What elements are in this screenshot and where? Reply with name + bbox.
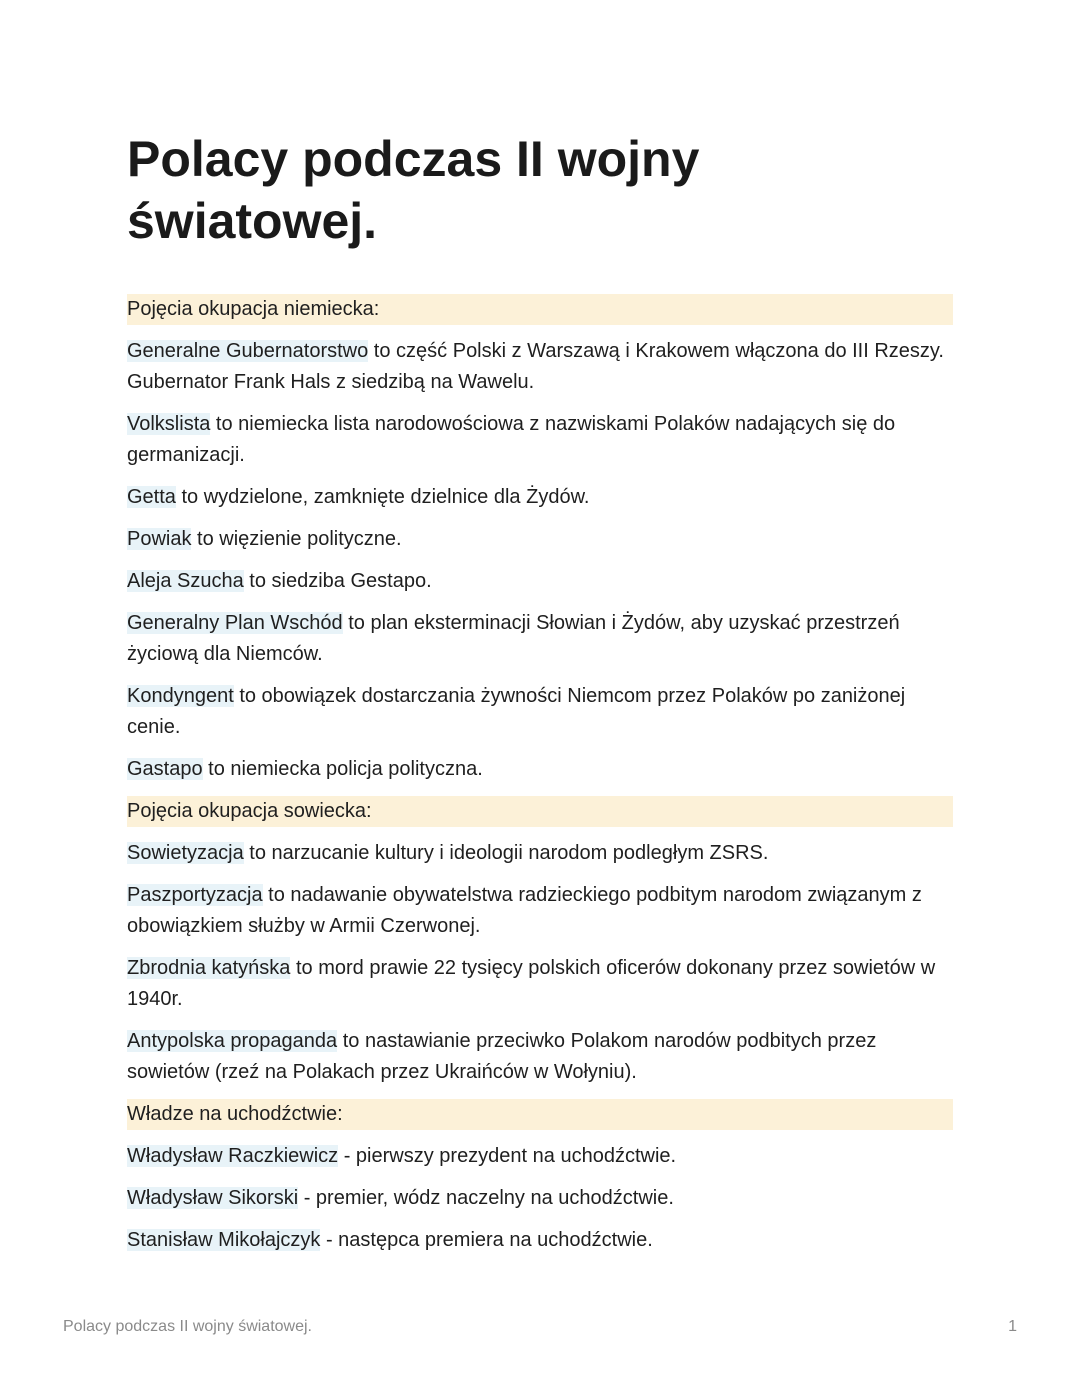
term: Zbrodnia katyńska: [127, 957, 291, 979]
list-item: [127, 953, 953, 1015]
section-heading: Władze na uchodźctwie:: [127, 1099, 953, 1130]
term: Sowietyzacja: [127, 842, 244, 864]
sections-container: [127, 294, 953, 1256]
section-heading: Pojęcia okupacja niemiecka:: [127, 294, 953, 325]
list-item: [127, 1225, 953, 1256]
list-item: [127, 608, 953, 670]
definition: to plan eksterminacji Słowian i Żydów, aby uzyskać przestrzeń życiową dla Niemców.: [127, 612, 900, 665]
term: Stanisław Mikołajczyk: [127, 1229, 321, 1251]
list-item: [127, 524, 953, 555]
definition: to siedziba Gestapo.: [243, 570, 432, 592]
section-okupacja-niemiecka: [127, 294, 953, 785]
term: Kondyngent: [127, 685, 234, 707]
list-item: [127, 681, 953, 743]
definition: to niemiecka policja polityczna.: [202, 758, 483, 780]
definition: to nadawanie obywatelstwa radzieckiego podbitym narodom związanym z obowiązkiem służby w Armii Czerwonej.: [127, 884, 922, 937]
term: Generalne Gubernatorstwo: [127, 340, 369, 362]
list-item: [127, 754, 953, 785]
page-title: Polacy podczas II wojny światowej.: [127, 131, 700, 249]
list-item: [127, 482, 953, 513]
definition: to obowiązek dostarczania żywności Niemcom przez Polaków po zaniżonej cenie.: [127, 685, 906, 738]
section-wladze-na-uchodzctwie: [127, 1099, 953, 1256]
document-body: [127, 128, 953, 1267]
definition: to więzienie polityczne.: [191, 528, 402, 550]
term: Getta: [127, 486, 176, 508]
term: Generalny Plan Wschód: [127, 612, 343, 634]
list-item: [127, 566, 953, 597]
term: Volkslista: [127, 413, 211, 435]
footer-document-title: Polacy podczas II wojny światowej.: [63, 1318, 312, 1335]
definition: to mord prawie 22 tysięcy polskich oficerów dokonany przez sowietów w 1940r.: [127, 957, 936, 1010]
term: Powiak: [127, 528, 192, 550]
list-item: [127, 1141, 953, 1172]
list-item: [127, 336, 953, 398]
definition: - następca premiera na uchodźctwie.: [320, 1229, 653, 1251]
definition: to nastawianie przeciwko Polakom narodów podbitych przez sowietów (rzeź na Polakach przez Ukraińców w Wołyniu).: [127, 1030, 877, 1083]
definition: - pierwszy prezydent na uchodźctwie.: [338, 1145, 677, 1167]
definition: to niemiecka lista narodowościowa z nazwiskami Polaków nadających się do germanizacji.: [127, 413, 896, 466]
section-okupacja-sowiecka: [127, 796, 953, 1088]
definition: to wydzielone, zamknięte dzielnice dla Żydów.: [175, 486, 590, 508]
list-item: [127, 409, 953, 471]
definition: - premier, wódz naczelny na uchodźctwie.: [298, 1187, 674, 1209]
list-item: [127, 1183, 953, 1214]
section-heading: Pojęcia okupacja sowiecka:: [127, 796, 953, 827]
definition: to część Polski z Warszawą i Krakowem włączona do III Rzeszy. Gubernator Frank Hals z siedzibą na Wawelu.: [127, 340, 944, 393]
term: Antypolska propaganda: [127, 1030, 338, 1052]
list-item: [127, 880, 953, 942]
list-item: [127, 838, 953, 869]
term: Władysław Raczkiewicz: [127, 1145, 339, 1167]
term: Paszportyzacja: [127, 884, 263, 906]
term: Aleja Szucha: [127, 570, 244, 592]
list-item: [127, 1026, 953, 1088]
term: Gastapo: [127, 758, 203, 780]
definition: to narzucanie kultury i ideologii narodom podległym ZSRS.: [243, 842, 769, 864]
footer-page-number: 1: [1008, 1318, 1017, 1335]
term: Władysław Sikorski: [127, 1187, 299, 1209]
